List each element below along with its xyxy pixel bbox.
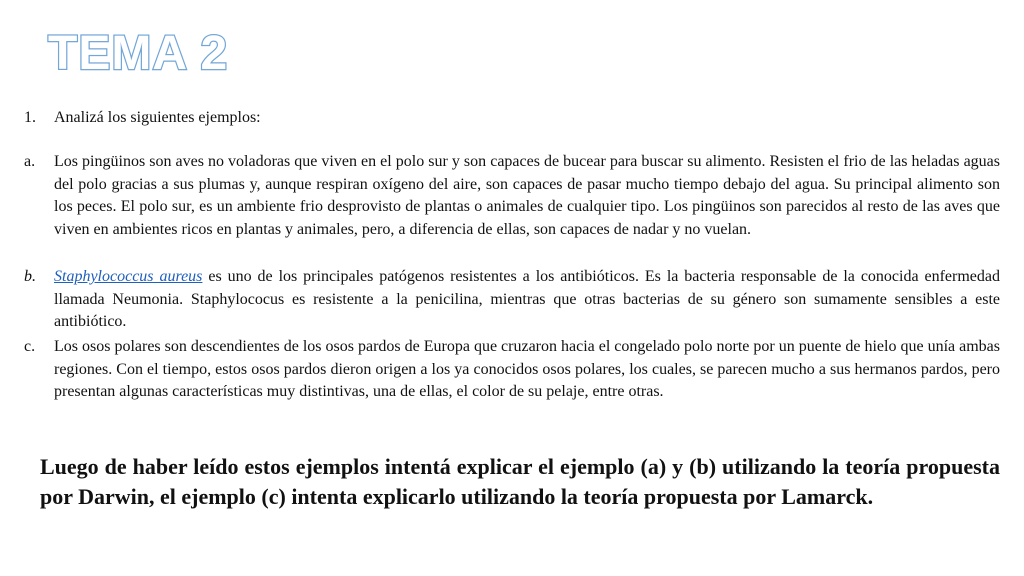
example-b-text — [54, 266, 1000, 334]
intro-text: Analizá los siguientes ejemplos: — [54, 109, 261, 126]
example-b — [24, 266, 1000, 334]
example-b-body: es uno de los principales patógenos resistentes a los antibióticos. Es la bacteria responsable de la conocida enfermedad llamada Neumonia. Staphylococus es resistente a la penicilina, mientras que otras bacterias de su género son sumamente sensibles a este antibiótico. — [54, 268, 1001, 330]
intro-item — [24, 107, 1000, 130]
staphylococcus-link[interactable]: Staphylococcus aureus — [54, 268, 203, 285]
list-marker: 1. — [24, 109, 36, 126]
example-a-text: Los pingüinos son aves no voladoras que viven en el polo sur y son capaces de bucear para buscar su alimento. Resisten el frio de las heladas aguas del polo gracias a sus plumas y, aunque respiran oxígeno del aire, son capaces de pasar mucho tiempo debajo del agua. Su principal alimento son los peces. El polo sur, es un ambiente frio desprovisto de plantas o animales de cualquier tipo. Los pingüinos son parecidos al resto de las aves que viven en ambientes ricos en plantas y animales, pero, a diferencia de ellas, son capaces de nadar y no vuelan. — [54, 153, 1000, 238]
list-marker: b. — [24, 268, 36, 285]
list-marker: a. — [24, 153, 36, 170]
example-c-text: Los osos polares son descendientes de los osos pardos de Europa que cruzaron hacia el congelado polo norte por un puente de hielo que unía ambas regiones. Con el tiempo, estos osos pardos dieron origen a los ya conocidos osos polares, los cuales, se parecen mucho a sus hermanos pardos, pero presentan algunas características muy distintivas, una de ellas, el color de su pelaje, entre otras. — [54, 338, 1000, 400]
example-c — [24, 336, 1000, 404]
list-marker: c. — [24, 338, 36, 355]
example-a — [24, 151, 1000, 241]
page-title: TEMA 2 — [48, 27, 229, 80]
conclusion-text: Luego de haber leído estos ejemplos intentá explicar el ejemplo (a) y (b) utilizando la teoría propuesta por Darwin, el ejemplo (c) intenta explicarlo utilizando la teoría propuesta por Lamarck. — [40, 454, 1000, 509]
